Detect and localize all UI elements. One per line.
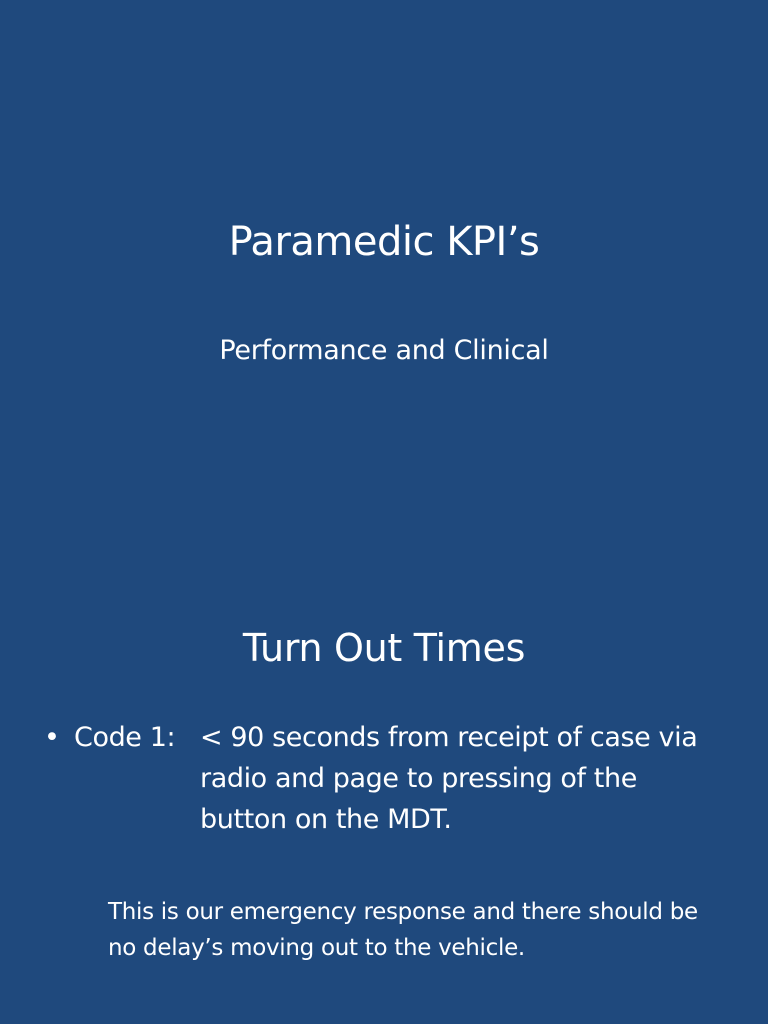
section-heading: Turn Out Times <box>242 626 526 670</box>
slide-title-heading: Paramedic KPI’s <box>228 219 540 265</box>
note-text: This is our emergency response and there should be no delay’s moving out to the vehicle. <box>108 899 698 961</box>
bullet-text: < 90 seconds from receipt of case via radio and page to pressing of the button on the MDT. <box>200 722 698 835</box>
slide-subtitle: Performance and Clinical <box>219 335 549 366</box>
bullet-label: Code 1: <box>74 722 176 753</box>
slide-turn-out-times <box>0 512 768 1024</box>
bullet-icon: • <box>44 722 60 753</box>
